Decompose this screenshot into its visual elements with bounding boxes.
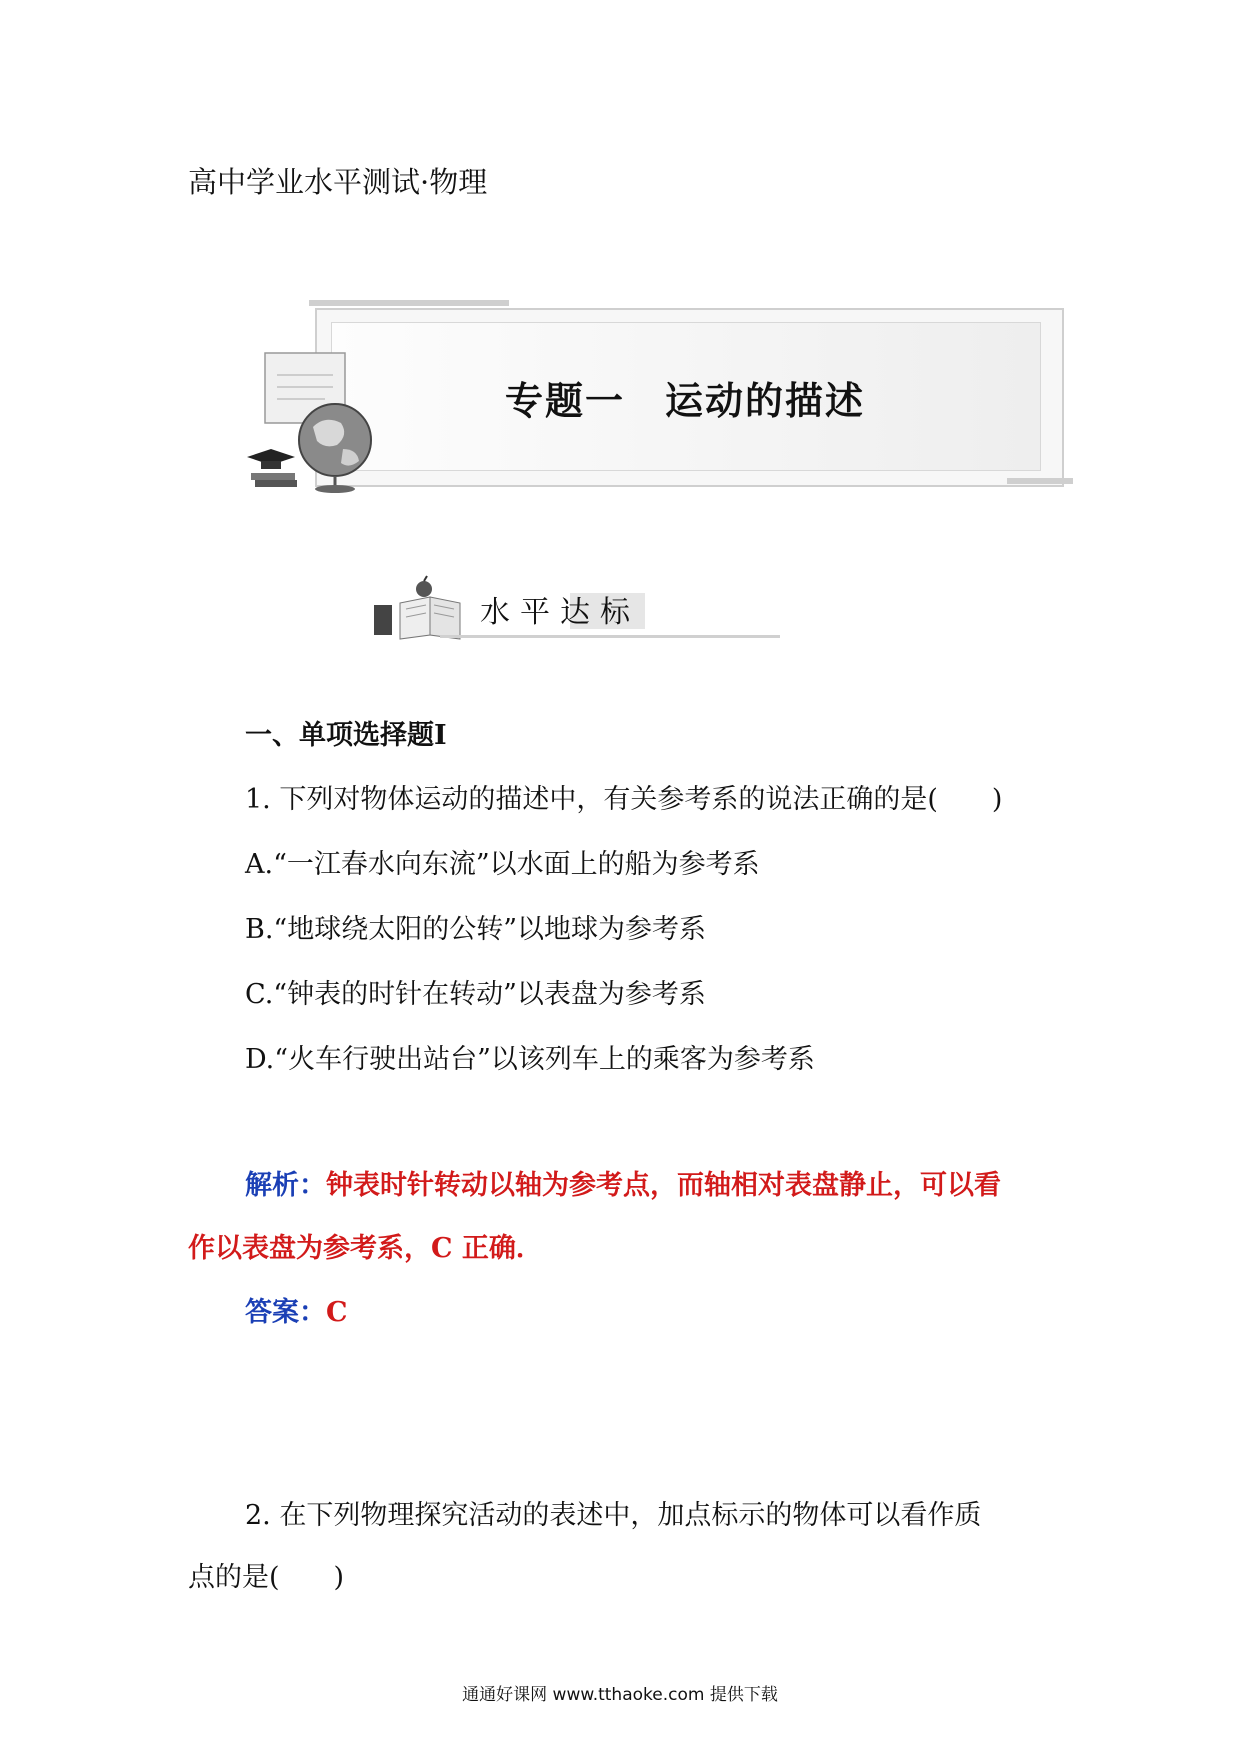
- diploma-globe-icon: [245, 345, 395, 495]
- globe-icon: [299, 404, 371, 493]
- answer-label: 答案：: [245, 1297, 326, 1328]
- apple-icon: [416, 576, 432, 597]
- question-1-option-c: C.“钟表的时针在转动”以表盘为参考系: [245, 979, 706, 1010]
- banner-bar-top: [309, 300, 509, 306]
- question-1-stem: 1. 下列对物体运动的描述中，有关参考系的说法正确的是( ): [245, 784, 1003, 815]
- analysis-label: 解析：: [245, 1170, 326, 1201]
- analysis-line-2: 作以表盘为参考系，C 正确．: [188, 1233, 543, 1264]
- book-icon: [374, 597, 460, 639]
- section-badge: [370, 575, 790, 650]
- answer-line: [245, 1290, 348, 1329]
- books-icon: [251, 473, 297, 487]
- question-1-option-b: B.“地球绕太阳的公转”以地球为参考系: [245, 914, 707, 945]
- badge-underline: [440, 635, 780, 638]
- question-1-option-d: D.“火车行驶出站台”以该列车上的乘客为参考系: [245, 1044, 815, 1075]
- document-header: 高中学业水平测试·物理: [188, 165, 488, 199]
- question-2-line-2: 点的是( ): [188, 1562, 345, 1593]
- banner-bar-right: [1007, 478, 1073, 484]
- answer-value: C: [326, 1297, 348, 1328]
- analysis-text-1: 钟表时针转动以轴为参考点，而轴相对表盘静止，可以看: [326, 1170, 1001, 1201]
- page-footer: 通通好课网 www.tthaoke.com 提供下载: [462, 1685, 778, 1705]
- badge-text: 水平达标: [480, 595, 640, 630]
- question-1-option-a: A.“一江春水向东流”以水面上的船为参考系: [245, 849, 760, 880]
- book-apple-icon: [370, 575, 480, 650]
- section-title: 一、单项选择题Ⅰ: [245, 720, 447, 751]
- chapter-banner: [245, 300, 1075, 500]
- question-2-line-1: 2. 在下列物理探究活动的表述中，加点标示的物体可以看作质: [245, 1500, 982, 1531]
- chapter-title: 专题一 运动的描述: [505, 378, 866, 423]
- graduation-cap-icon: [247, 449, 295, 469]
- analysis-line-1: [245, 1163, 1001, 1202]
